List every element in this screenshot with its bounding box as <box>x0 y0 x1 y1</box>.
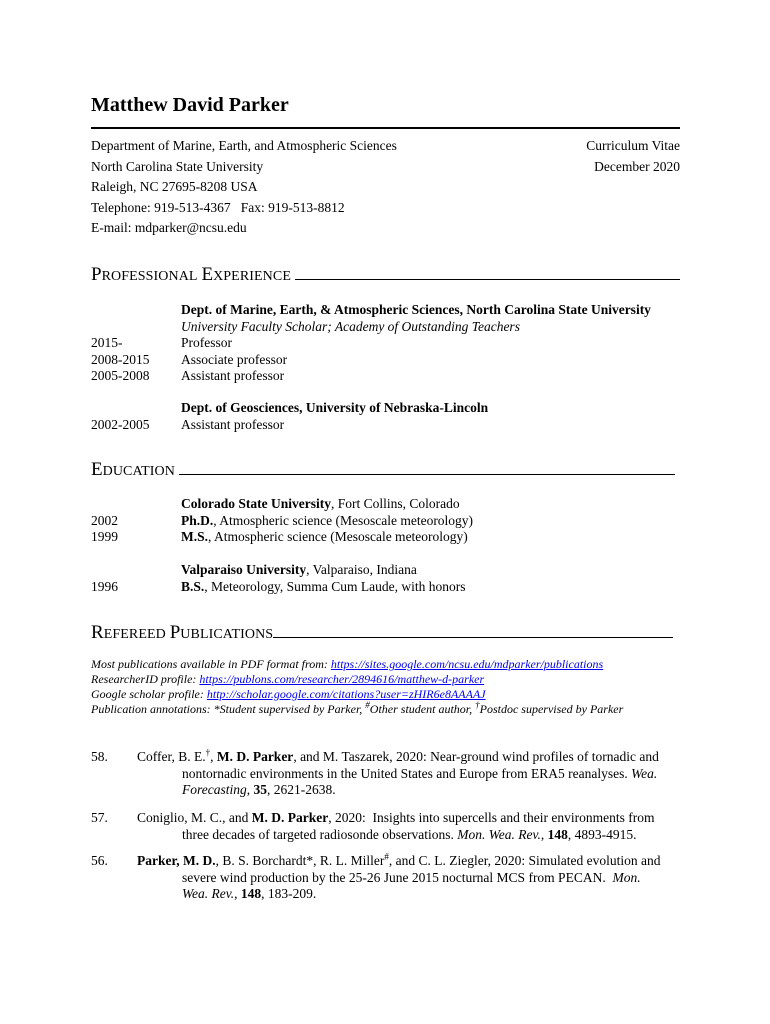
publication-number: 56. <box>91 853 108 868</box>
section-title-publications: REFEREED PUBLICATIONS <box>91 622 673 644</box>
doc-date: December 2020 <box>594 158 680 174</box>
address: Raleigh, NC 27695-8208 USA <box>91 179 258 194</box>
exp-year: 2008-2015 <box>91 351 150 367</box>
edu-vu-name: Valparaiso University <box>181 562 307 577</box>
doc-type: Curriculum Vitae <box>586 138 680 153</box>
annotation-legend: Publication annotations: *Student supervised by Parker, #Other student author, †Postdoc supervised by Parker <box>91 700 624 716</box>
section-title-experience: PROFESSIONAL EXPERIENCE <box>91 264 680 286</box>
section-rule <box>295 278 680 280</box>
cv-name: Matthew David Parker <box>91 94 289 116</box>
cv-page: Matthew David Parker Department of Marine, Earth, and Atmospheric Sciences North Carolina State University Raleigh, NC 27695-8208 USA Telephone: 919-513-4367 Fax: 919-513-8812 E-mail: mdparker@ncsu.edu Curriculum Vitae December 2020 PROFESSIONAL EXPERIENCE Dept. of Marine, Earth, & Atmospheric Sciences, North Carolina State University University Faculty Scholar; Academy of Outstanding Teachers 2015- Professor 2008-2015 Associate professor 2005-2008 Assistant professor Dept. of Geosciences, University of Nebraska-Lincoln 2002-2005 Assistant professor EDUCATION Colorado State University, Fort Collins, Colorado 2002 Ph.D., Atmospheric science (Mesoscale meteorology) 1999 M.S., Atmospheric science (Mesoscale meteorology) Valparaiso University, Valparaiso, Indiana 1996 B.S., Meteorology, Summa Cum Laude, with honors REFEREED PUBLICATIONS Most publications available in PDF format from: https://sites.google.com/ncsu.edu/mdparker/publications ResearcherID profile: https://publons.com/researcher/2894616/matthew-d-parker Google scholar profile: http://scholar.google.com/citations?user=zHIR6e8AAAAJ Publication annotations: *Student supervised by Parker, #Other student author, †Postdoc supervised by Parker 58. Coffer, B. E.†, M. D. Parker, and M. Taszarek, 2020: Near-ground wind profiles of tornadic and nontornadic environments in the United States and Europe from ERA5 reanalyses. Wea. Forecasting, 35, 2621-2638. 57. Coniglio, M. C., and M. D. Parker, 2020: Insights into supercells and their environments from three decades of targeted radiosonde observations. Mon. Wea. Rev., 148, 4893-4915. 56. Parker, M. D., B. S. Borchardt*, R. L. Miller#, and C. L. Ziegler, 2020: Simulated evolution and severe wind production by the 25-26 June 2015 nocturnal MCS from PECAN. Mon. Wea. Rev., 148, 183-209. <box>91 94 680 901</box>
section-rule <box>179 473 675 475</box>
researcherid-link[interactable]: https://publons.com/researcher/2894616/matthew-d-parker <box>199 672 485 686</box>
edu-degree: Ph.D. <box>181 512 214 528</box>
phone-fax: Telephone: 919-513-4367 Fax: 919-513-8812 <box>91 199 345 215</box>
exp-role: Assistant professor <box>181 368 285 383</box>
section-title-education: EDUCATION <box>91 459 675 481</box>
self-author: M. D. Parker <box>216 749 294 764</box>
publication-number: 58. <box>91 749 108 764</box>
edu-year: 2002 <box>91 512 118 528</box>
edu-year: 1996 <box>91 578 118 594</box>
edu-degree: M.S. <box>181 529 208 544</box>
doc-info <box>586 136 680 177</box>
google-scholar-link[interactable]: http://scholar.google.com/citations?user=zHIR6e8AAAAJ <box>206 687 486 701</box>
publication-number: 57. <box>91 810 108 825</box>
exp-unl-heading: Dept. of Geosciences, University of Nebraska-Lincoln <box>181 400 489 415</box>
university: North Carolina State University <box>91 158 264 174</box>
edu-year: 1999 <box>91 529 118 544</box>
edu-csu-name: Colorado State University <box>181 496 331 511</box>
edu-degree: B.S. <box>181 578 205 594</box>
exp-year: 2005-2008 <box>91 368 150 383</box>
publication-notes: Most publications available in PDF format from: https://sites.google.com/ncsu.edu/mdparker/publications ResearcherID profile: https://publons.com/researcher/2894616/matthew-d-parker Google scholar profile: http://scholar.google.com/citations?user=zHIR6e8AAAAJ Publication annotations: *Student supervised by Parker, #Other student author, †Postdoc supervised by Parker <box>91 657 624 716</box>
contact-block <box>91 136 397 239</box>
exp-ncsu-heading: Dept. of Marine, Earth, & Atmospheric Sciences, North Carolina State University <box>181 302 651 317</box>
email: E-mail: mdparker@ncsu.edu <box>91 220 247 235</box>
exp-role: Professor <box>181 335 232 350</box>
exp-role: Associate professor <box>181 351 288 367</box>
pdf-publications-link[interactable]: https://sites.google.com/ncsu.edu/mdparker/publications <box>330 657 604 671</box>
exp-ncsu-honors: University Faculty Scholar; Academy of Outstanding Teachers <box>181 318 520 334</box>
self-author: M. D. Parker <box>251 810 329 825</box>
self-author: Parker, M. D. <box>137 853 216 868</box>
exp-role: Assistant professor <box>181 416 285 432</box>
section-rule <box>273 636 673 638</box>
department: Department of Marine, Earth, and Atmospheric Sciences <box>91 138 397 153</box>
exp-year: 2002-2005 <box>91 416 150 432</box>
header-rule <box>91 127 680 129</box>
exp-year: 2015- <box>91 335 123 350</box>
